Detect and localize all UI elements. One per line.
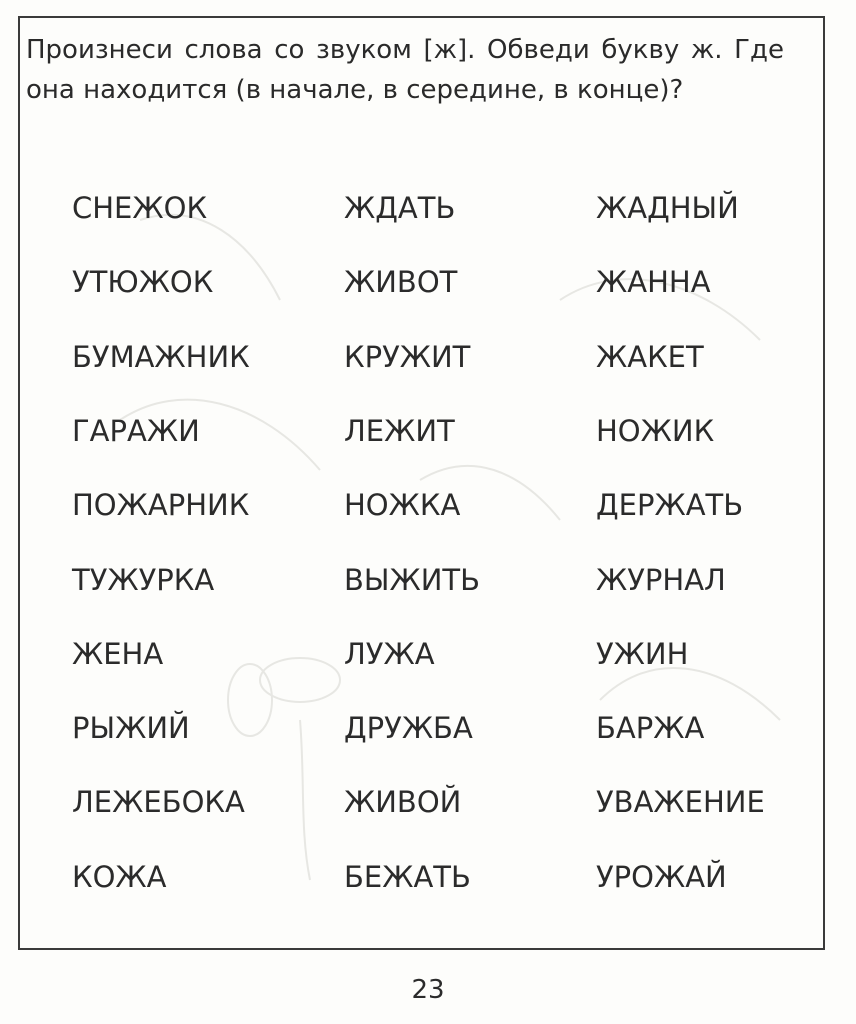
word-item: ГАРАЖИ xyxy=(72,414,200,448)
word-item: СНЕЖОК xyxy=(72,191,208,225)
word-item: ЖДАТЬ xyxy=(344,191,456,225)
word-item: НОЖКА xyxy=(344,488,461,522)
word-item: КОЖА xyxy=(72,860,167,894)
instruction-text: Произнеси слова со звуком [ж]. Обведи букву ж. Где она находится (в начале, в середине, в конце)? xyxy=(26,35,784,105)
word-item: БУМАЖНИК xyxy=(72,340,250,374)
word-item: ЖАДНЫЙ xyxy=(596,191,739,225)
word-item: РЫЖИЙ xyxy=(72,711,190,745)
word-item: ДРУЖБА xyxy=(344,711,473,745)
word-item: УВАЖЕНИЕ xyxy=(596,785,765,819)
word-item: ПОЖАРНИК xyxy=(72,488,250,522)
word-item: ЖИВОТ xyxy=(344,265,458,299)
page-number: 23 xyxy=(411,975,445,1005)
word-item: ЖЕНА xyxy=(72,637,164,671)
word-item: ЖИВОЙ xyxy=(344,785,462,819)
word-item: ЖАННА xyxy=(596,265,711,299)
word-item: БАРЖА xyxy=(596,711,705,745)
word-item: ТУЖУРКА xyxy=(72,563,215,597)
word-item: ЖУРНАЛ xyxy=(596,563,726,597)
word-item: УЖИН xyxy=(596,637,689,671)
word-item: УТЮЖОК xyxy=(72,265,214,299)
word-item: ЛУЖА xyxy=(344,637,435,671)
word-item: ДЕРЖАТЬ xyxy=(596,488,744,522)
word-item: ЛЕЖИТ xyxy=(344,414,455,448)
word-item: УРОЖАЙ xyxy=(596,860,727,894)
word-item: ЛЕЖЕБОКА xyxy=(72,785,245,819)
word-item: ВЫЖИТЬ xyxy=(344,563,481,597)
word-item: КРУЖИТ xyxy=(344,340,471,374)
word-item: БЕЖАТЬ xyxy=(344,860,471,894)
word-item: НОЖИК xyxy=(596,414,715,448)
word-item: ЖАКЕТ xyxy=(596,340,704,374)
